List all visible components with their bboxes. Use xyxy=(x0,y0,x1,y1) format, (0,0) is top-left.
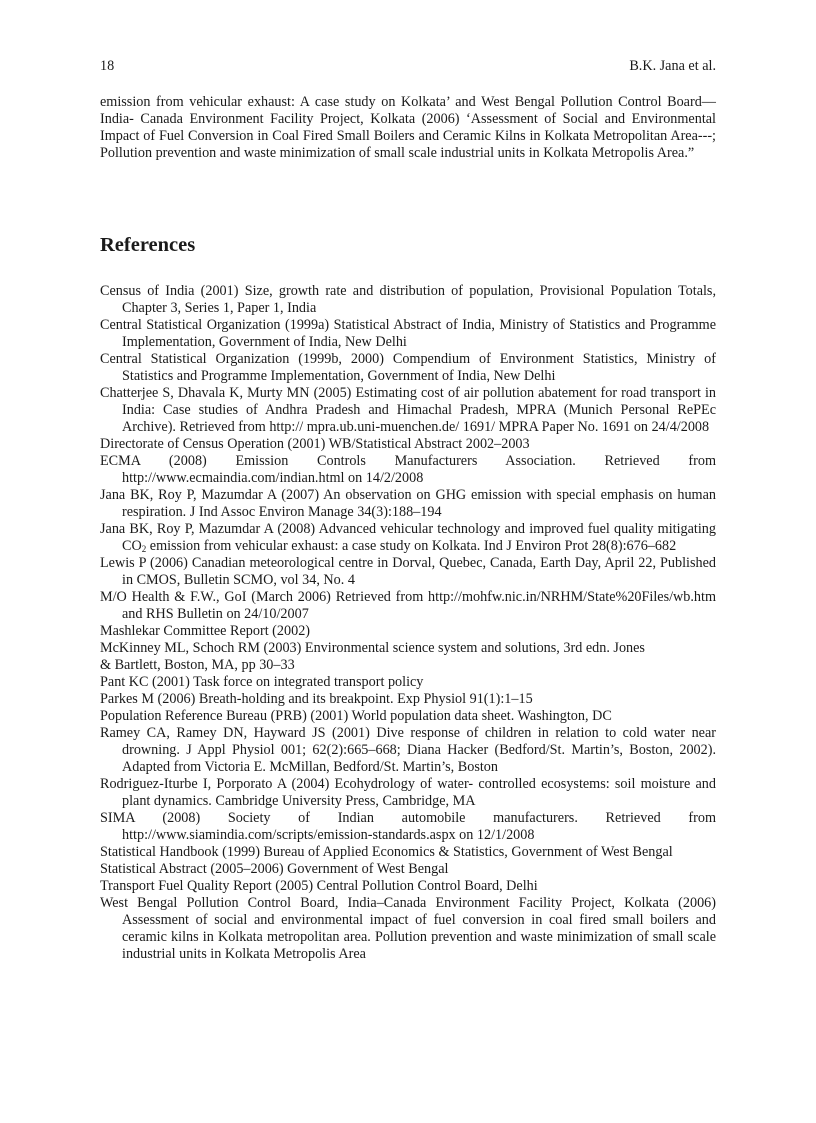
reference-item: Population Reference Bureau (PRB) (2001) World population data sheet. Washington, DC xyxy=(100,708,612,724)
reference-item: Statistical Abstract (2005–2006) Government of West Bengal xyxy=(100,861,449,877)
subscript-two: 2 xyxy=(141,544,147,554)
running-head: B.K. Jana et al. xyxy=(629,58,716,74)
reference-item: West Bengal Pollution Control Board, India–Canada Environment Facility Project, Kolkata (2006) Assessment of social and environmental impact of fuel conversion in coal fired small boilers and ceramic kilns in Kolkata metropolitan area. Pollution prevention and waste minimization of small scale industrial units in Kolkata Metropolis Area xyxy=(100,895,716,962)
reference-item: Jana BK, Roy P, Mazumdar A (2007) An observation on GHG emission with special emphasis on human respiration. J Ind Assoc Environ Manage 34(3):188–194 xyxy=(100,487,716,520)
reference-item: M/O Health & F.W., GoI (March 2006) Retrieved from http://mohfw.nic.in/NRHM/State%20Files/wb.htm and RHS Bulletin on 24/10/2007 xyxy=(100,589,716,622)
reference-item: Transport Fuel Quality Report (2005) Central Pollution Control Board, Delhi xyxy=(100,878,538,894)
references-heading: References xyxy=(100,234,196,256)
reference-item: Chatterjee S, Dhavala K, Murty MN (2005) Estimating cost of air pollution abatement for road transport in India: Case studies of Andhra Pradesh and Himachal Pradesh, MPRA (Munich Personal RePEc Archive). Retrieved from http:// mpra.ub.uni-muenchen.de/ 1691/ MPRA Paper No. 1691 on 24/4/2008 xyxy=(100,385,716,435)
reference-item: Statistical Handbook (1999) Bureau of Applied Economics & Statistics, Government of West Bengal xyxy=(100,844,673,860)
reference-item: Central Statistical Organization (1999a) Statistical Abstract of India, Ministry of Statistics and Programme Implementation, Government of India, New Delhi xyxy=(100,317,716,350)
reference-item: Ramey CA, Ramey DN, Hayward JS (2001) Dive response of children in relation to cold water near drowning. J Appl Physiol 001; 62(2):665–668; Diana Hacker (Bedford/St. Martin’s, Boston, 2002). Adapted from Victoria E. McMillan, Bedford/St. Martin’s, Boston xyxy=(100,725,716,775)
reference-text-part: emission from vehicular exhaust: a case study on Kolkata. Ind J Environ Prot 28(8):676–682 xyxy=(146,538,677,554)
reference-item: Mashlekar Committee Report (2002) xyxy=(100,623,311,639)
reference-item: Lewis P (2006) Canadian meteorological centre in Dorval, Quebec, Canada, Earth Day, April 22, Published in CMOS, Bulletin SCMO, vol 34, No. 4 xyxy=(100,555,716,588)
reference-item: Pant KC (2001) Task force on integrated transport policy xyxy=(100,674,424,690)
reference-item: Census of India (2001) Size, growth rate and distribution of population, Provisional Population Totals, Chapter 3, Series 1, Paper 1, India xyxy=(100,283,716,316)
intro-paragraph: emission from vehicular exhaust: A case study on Kolkata’ and West Bengal Pollution Control Board—India- Canada Environment Facility Project, Kolkata (2006) ‘Assessment of Social and Environmental Impact of Fuel Conversion in Coal Fired Small Boilers and Ceramic Kilns in Kolkata Metropolitan Area---; Pollution prevention and waste minimization of small scale industrial units in Kolkata Metropolis Area.” xyxy=(100,94,716,161)
reference-item xyxy=(100,521,716,555)
reference-item: Rodriguez-Iturbe I, Porporato A (2004) Ecohydrology of water- controlled ecosystems: soil moisture and plant dynamics. Cambridge University Press, Cambridge, MA xyxy=(100,776,716,809)
reference-item: ECMA (2008) Emission Controls Manufacturers Association. Retrieved from http://www.ecmaindia.com/indian.html on 14/2/2008 xyxy=(100,453,716,486)
reference-item: SIMA (2008) Society of Indian automobile manufacturers. Retrieved from http://www.siamindia.com/scripts/emission-standards.aspx on 12/1/2008 xyxy=(100,810,716,843)
reference-item: Central Statistical Organization (1999b, 2000) Compendium of Environment Statistics, Ministry of Statistics and Programme Implementation, Government of India, New Delhi xyxy=(100,351,716,384)
reference-list xyxy=(100,283,716,963)
page-header xyxy=(100,58,716,78)
reference-item: Parkes M (2006) Breath-holding and its breakpoint. Exp Physiol 91(1):1–15 xyxy=(100,691,533,707)
reference-item: McKinney ML, Schoch RM (2003) Environmental science system and solutions, 3rd edn. Jones xyxy=(100,640,645,656)
page-number: 18 xyxy=(100,58,115,74)
reference-item: & Bartlett, Boston, MA, pp 30–33 xyxy=(100,657,295,673)
reference-text-part: Jana BK, Roy P, Mazumdar A (2008) Advanced vehicular technology and improved fuel quality mitigating CO xyxy=(100,521,716,554)
reference-item: Directorate of Census Operation (2001) WB/Statistical Abstract 2002–2003 xyxy=(100,436,530,452)
